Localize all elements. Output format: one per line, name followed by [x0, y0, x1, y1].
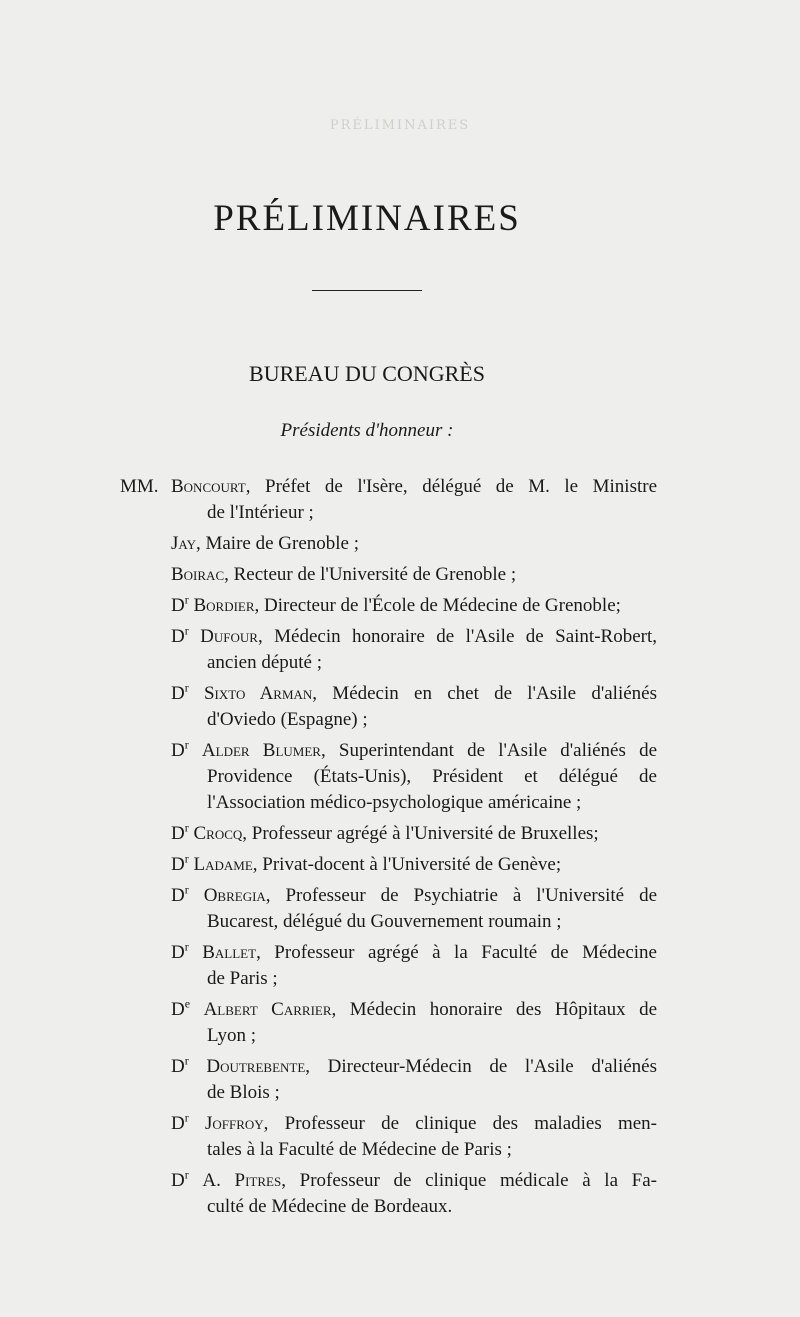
entry [0, 593, 800, 619]
title-prefix: D [171, 942, 185, 963]
entry-continuation-line [0, 966, 657, 992]
entry-first-line [0, 681, 657, 707]
person-name: Albert Carrier [203, 999, 332, 1020]
title-prefix-superscript: e [184, 996, 191, 1011]
entry-first-line [0, 997, 657, 1023]
entry-first-line [0, 1168, 657, 1194]
entry-continuation-line [0, 909, 657, 935]
entry [0, 738, 800, 816]
person-name: Crocq [193, 823, 243, 844]
title-prefix: D [171, 854, 185, 875]
page-title: PRÉLIMINAIRES [213, 198, 521, 239]
entry [0, 1054, 800, 1106]
entry-text: de Paris ; [207, 968, 278, 989]
entry-text: , Professeur de clinique médicale à la Fa- [281, 1170, 658, 1191]
person-name: Boncourt [171, 476, 246, 497]
entry-first-line [0, 531, 657, 557]
title-prefix: D [171, 999, 185, 1020]
title-rule [312, 290, 422, 291]
entry-first-line [0, 821, 657, 847]
entry [0, 562, 800, 588]
entry-text: ancien député ; [207, 652, 323, 673]
title-prefix: D [171, 595, 185, 616]
title-prefix-superscript: r [184, 820, 189, 835]
person-name: Alder Blumer [201, 740, 321, 761]
entry-text: culté de Médecine de Bordeaux. [207, 1196, 453, 1217]
entry-continuation-line [0, 1023, 657, 1049]
entry-text: , Privat-docent à l'Université de Genève; [252, 854, 562, 875]
entry-first-line [0, 940, 657, 966]
title-prefix-superscript: r [184, 592, 189, 607]
title-prefix: D [171, 626, 185, 647]
entry-first-line [0, 852, 657, 878]
entry-text: , Professeur de clinique des maladies men- [263, 1113, 658, 1134]
section-title: BUREAU DU CONGRÈS [249, 361, 485, 386]
entry [0, 940, 800, 992]
person-name: Boirac [171, 564, 225, 585]
person-name: Dufour [200, 626, 258, 647]
entry-text: , Professeur agrégé à la Faculté de Médecine [256, 942, 657, 963]
entry-text: , Directeur-Médecin de l'Asile d'aliénés [305, 1056, 657, 1077]
entry-first-line [0, 593, 657, 619]
person-name: A. Pitres [202, 1170, 282, 1191]
person-name: Sixto Arman [203, 683, 313, 704]
entry-text: , Médecin honoraire des Hôpitaux de [331, 999, 657, 1020]
entry-text: Providence (États-Unis), Président et délégué de [207, 766, 657, 787]
title-prefix-superscript: r [184, 680, 189, 695]
entry [0, 1111, 800, 1163]
entry-first-line [0, 1111, 657, 1137]
entry-text: Bucarest, délégué du Gouvernement roumain ; [207, 911, 562, 932]
entry [0, 474, 800, 526]
subsection-title: Présidents d'honneur : [280, 420, 454, 441]
entry-continuation-line [0, 650, 657, 676]
entry-text: l'Association médico-psychologique américaine ; [207, 792, 582, 813]
title-prefix-superscript: r [184, 1167, 189, 1182]
title-prefix-superscript: r [184, 882, 189, 897]
entry [0, 883, 800, 935]
entry-continuation-line [0, 1194, 657, 1220]
entry-text: d'Oviedo (Espagne) ; [207, 709, 368, 730]
entry-text: , Professeur agrégé à l'Université de Bruxelles; [242, 823, 599, 844]
person-name: Jay [171, 533, 196, 554]
entry-text: , Directeur de l'École de Médecine de Grenoble; [254, 595, 621, 616]
title-prefix-superscript: r [184, 939, 189, 954]
entry-first-line [0, 1054, 657, 1080]
entry-text: , Superintendant de l'Asile d'aliénés de [320, 740, 657, 761]
entry [0, 531, 800, 557]
entry-continuation-line [0, 1137, 657, 1163]
person-name: Bordier [193, 595, 255, 616]
title-prefix-superscript: r [184, 1110, 189, 1125]
entry-first-line [0, 474, 657, 500]
entry-first-line [0, 883, 657, 909]
entry-text: , Médecin en chet de l'Asile d'aliénés [312, 683, 658, 704]
person-name: Obregia [203, 885, 266, 906]
entry-text: , Maire de Grenoble ; [195, 533, 360, 554]
entries-list [0, 474, 800, 1225]
entry-first-line [0, 738, 657, 764]
entry [0, 681, 800, 733]
title-prefix: D [171, 1170, 185, 1191]
title-prefix-superscript: r [184, 623, 189, 638]
title-prefix: D [171, 823, 185, 844]
entry-first-line [0, 562, 657, 588]
entry-text: , Préfet de l'Isère, délégué de M. le Ministre [245, 476, 657, 497]
entry [0, 1168, 800, 1220]
title-prefix-superscript: r [184, 851, 189, 866]
entry-text: Lyon ; [207, 1025, 257, 1046]
entry [0, 852, 800, 878]
entry-continuation-line [0, 500, 657, 526]
entry-continuation-line [0, 707, 657, 733]
title-prefix: D [171, 885, 185, 906]
person-name: Ballet [202, 942, 257, 963]
entry-text: de Blois ; [207, 1082, 280, 1103]
entry-continuation-line [0, 1080, 657, 1106]
entry-text: , Recteur de l'Université de Grenoble ; [224, 564, 517, 585]
person-name: Doutrebente [206, 1056, 306, 1077]
entry-text: , Professeur de Psychiatrie à l'Université de [265, 885, 657, 906]
person-name: Joffroy [204, 1113, 264, 1134]
entry-first-line [0, 624, 657, 650]
mm-prefix: MM. [120, 476, 159, 497]
running-head: PRÉLIMINAIRES [329, 118, 471, 133]
entry-text: de l'Intérieur ; [207, 502, 314, 523]
person-name: Ladame [193, 854, 253, 875]
title-prefix: D [171, 683, 185, 704]
entry-text: tales à la Faculté de Médecine de Paris ; [207, 1139, 512, 1160]
entry-text: , Médecin honoraire de l'Asile de Saint-Robert, [257, 626, 658, 647]
entry-continuation-line [0, 764, 657, 790]
title-prefix-superscript: r [184, 737, 189, 752]
title-prefix-superscript: r [184, 1053, 189, 1068]
entry [0, 997, 800, 1049]
title-prefix: D [171, 1113, 185, 1134]
entry [0, 624, 800, 676]
entry [0, 821, 800, 847]
title-prefix: D [171, 1056, 185, 1077]
title-prefix: D [171, 740, 185, 761]
entry-continuation-line [0, 790, 657, 816]
